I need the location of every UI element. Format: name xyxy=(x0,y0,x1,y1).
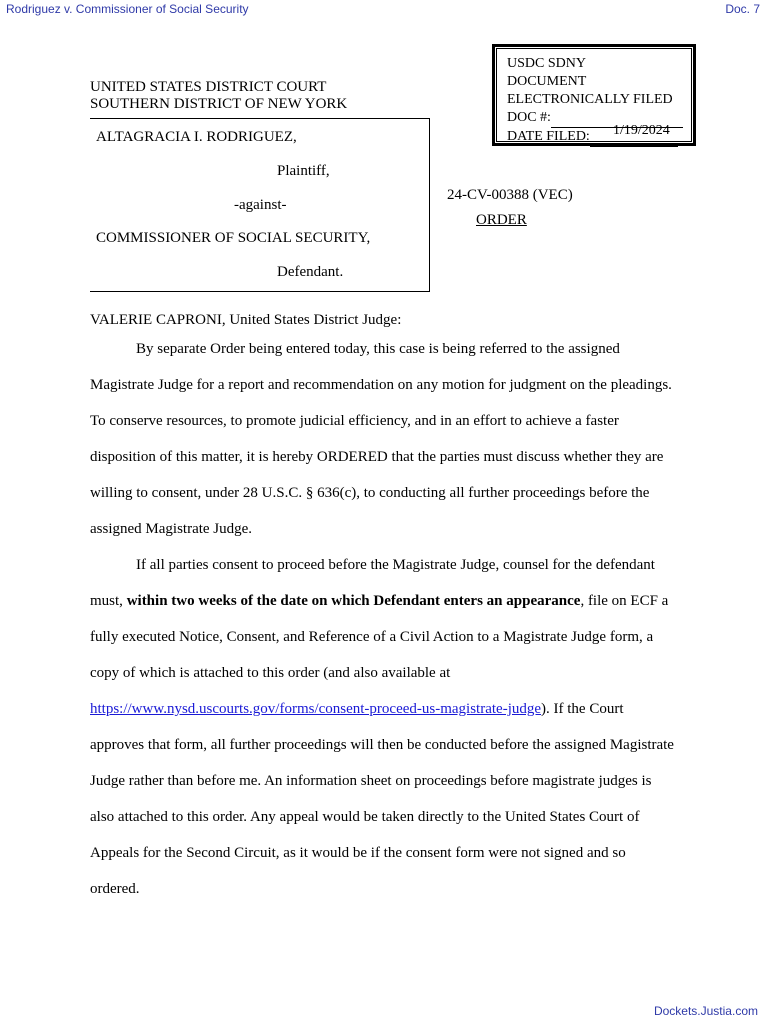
paragraph2-line: approves that form, all further proceedings will then be conducted before the assigned Magistrate xyxy=(90,737,674,753)
stamp-line-usdc: USDC SDNY xyxy=(507,56,586,71)
document-type: ORDER xyxy=(476,212,527,228)
caption-bottom-rule xyxy=(90,291,430,292)
paragraph1-line: By separate Order being entered today, this case is being referred to the assigned xyxy=(136,341,620,357)
paragraph2-deadline-bold: within two weeks of the date on which Defendant enters an appearance xyxy=(126,593,581,609)
case-number: 24-CV-00388 (VEC) xyxy=(447,187,573,203)
paragraph1-line: willing to consent, under 28 U.S.C. § 636(c), to conducting all further proceedings before the xyxy=(90,485,650,501)
paragraph1-line: To conserve resources, to promote judicial efficiency, and in an effort to achieve a faster xyxy=(90,413,619,429)
paragraph2-line xyxy=(90,590,690,626)
court-name: UNITED STATES DISTRICT COURT xyxy=(90,79,327,95)
caption-vertical-rule xyxy=(429,118,430,292)
paragraph2-line: Judge rather than before me. An information sheet on proceedings before magistrate judges is xyxy=(90,773,652,789)
consent-form-link[interactable]: https://www.nysd.uscourts.gov/forms/consent-proceed-us-magistrate-judge xyxy=(90,701,542,717)
plaintiff-name: ALTAGRACIA I. RODRIGUEZ, xyxy=(96,129,297,145)
judge-line: VALERIE CAPRONI, United States District Judge: xyxy=(90,312,402,328)
paragraph2-line: ordered. xyxy=(90,881,140,897)
stamp-doc-label: DOC #: xyxy=(507,110,551,125)
caption-top-rule xyxy=(90,118,430,119)
defendant-name: COMMISSIONER OF SOCIAL SECURITY, xyxy=(96,230,371,246)
stamp-date-label: DATE FILED: xyxy=(507,129,590,144)
paragraph2-line: also attached to this order. Any appeal would be taken directly to the United States Court of xyxy=(90,809,640,825)
paragraph2-line: fully executed Notice, Consent, and Reference of a Civil Action to a Magistrate Judge form, a xyxy=(90,629,654,645)
paragraph2-line: Appeals for the Second Circuit, as it would be if the consent form were not signed and so xyxy=(90,845,626,861)
stamp-line-document: DOCUMENT xyxy=(507,74,587,89)
paragraph2-text: , file on ECF a xyxy=(580,593,669,609)
paragraph2-line xyxy=(90,698,690,734)
paragraph2-line: copy of which is attached to this order (and also available at xyxy=(90,665,451,681)
paragraph1-line: Magistrate Judge for a report and recommendation on any motion for judgment on the pleadings. xyxy=(90,377,672,393)
court-district: SOUTHERN DISTRICT OF NEW YORK xyxy=(90,96,348,112)
paragraph1-line: assigned Magistrate Judge. xyxy=(90,521,253,537)
case-title-link[interactable]: Rodriguez v. Commissioner of Social Security xyxy=(6,2,249,16)
order-body xyxy=(90,338,690,914)
against-label: -against- xyxy=(234,197,287,213)
plaintiff-role: Plaintiff, xyxy=(277,163,330,179)
filing-stamp xyxy=(492,44,696,146)
justia-footer-link[interactable]: Dockets.Justia.com xyxy=(653,1004,758,1018)
stamp-line-efiled: ELECTRONICALLY FILED xyxy=(507,92,673,107)
stamp-date-value: 1/19/2024 xyxy=(613,123,670,138)
doc-number-link[interactable]: Doc. 7 xyxy=(725,2,760,16)
paragraph2-text: must, xyxy=(90,593,127,609)
paragraph2-line: If all parties consent to proceed before the Magistrate Judge, counsel for the defendant xyxy=(136,557,655,573)
paragraph2-text: ). If the Court xyxy=(541,701,624,717)
defendant-role: Defendant. xyxy=(277,264,344,280)
paragraph1-line: disposition of this matter, it is hereby ORDERED that the parties must discuss whether they are xyxy=(90,449,664,465)
